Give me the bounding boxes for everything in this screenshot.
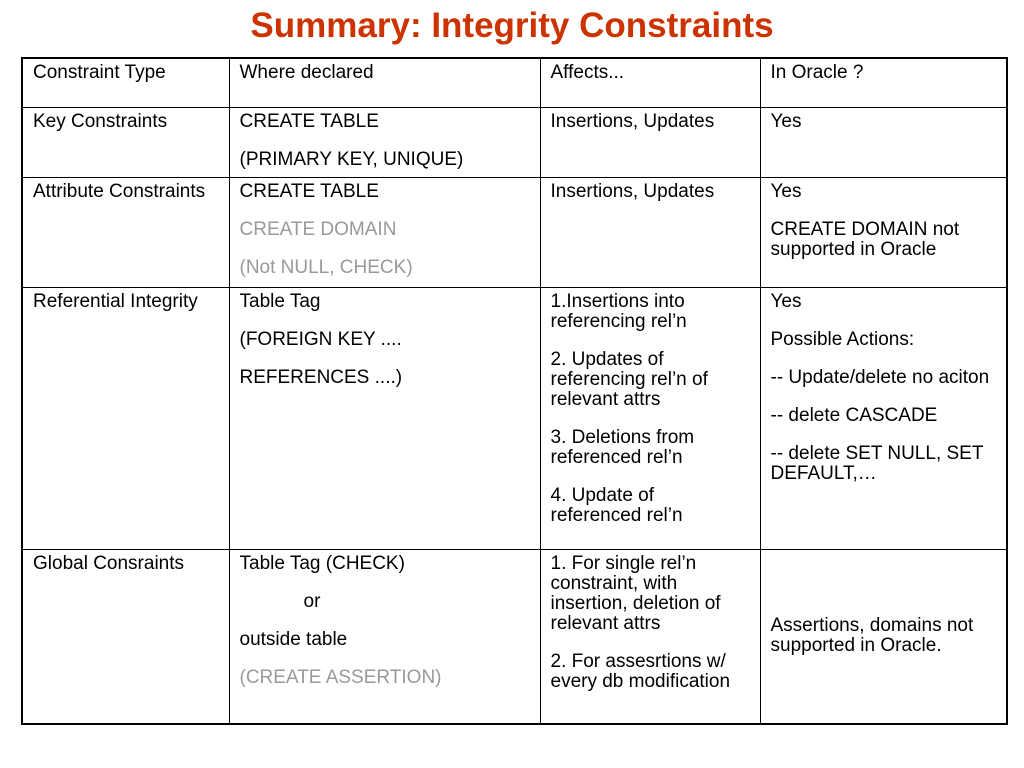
oracle-line: Assertions, domains not supported in Oracle. xyxy=(770,615,974,657)
header-cell-affects: Affects... xyxy=(540,58,760,107)
cell-affects xyxy=(540,177,760,287)
oracle-line: -- Update/delete no aciton xyxy=(770,366,990,388)
cell-affects xyxy=(540,287,760,549)
header-cell-in-oracle: In Oracle ? xyxy=(760,58,1007,107)
table-row-key-constraints xyxy=(22,107,1007,177)
declared-line: CREATE TABLE xyxy=(239,180,379,202)
header-cell-constraint-type: Constraint Type xyxy=(22,58,229,107)
declared-line: Table Tag xyxy=(239,290,321,312)
affects-line: 4. Update of referenced rel’n xyxy=(550,484,683,526)
affects-line: 2. Updates of referencing rel’n of relevant attrs xyxy=(550,348,708,410)
declared-line: (FOREIGN KEY .... xyxy=(239,328,402,350)
affects-line: Insertions, Updates xyxy=(550,110,715,132)
constraints-table xyxy=(21,57,1008,725)
declared-line: or xyxy=(303,590,321,612)
affects-line: Insertions, Updates xyxy=(550,180,715,202)
cell-where-declared xyxy=(229,287,540,549)
cell-constraint-type: Attribute Constraints xyxy=(22,177,229,287)
cell-in-oracle xyxy=(760,287,1007,549)
declared-line: outside table xyxy=(239,628,348,650)
header-cell-where-declared: Where declared xyxy=(229,58,540,107)
declared-line: (Not NULL, CHECK) xyxy=(239,256,413,278)
affects-line: 1. For single rel’n constraint, with insertion, deletion of relevant attrs xyxy=(550,552,721,634)
oracle-line: -- delete SET NULL, SET DEFAULT,… xyxy=(770,442,984,484)
cell-where-declared xyxy=(229,107,540,177)
table-row-attribute-constraints xyxy=(22,177,1007,287)
cell-where-declared xyxy=(229,177,540,287)
declared-line: CREATE TABLE xyxy=(239,110,379,132)
affects-line: 1.Insertions into referencing rel’n xyxy=(550,290,687,332)
cell-affects xyxy=(540,107,760,177)
table-row-referential-integrity xyxy=(22,287,1007,549)
declared-line: CREATE DOMAIN xyxy=(239,218,397,240)
declared-line: (PRIMARY KEY, UNIQUE) xyxy=(239,148,464,170)
cell-where-declared xyxy=(229,549,540,724)
oracle-line: CREATE DOMAIN not supported in Oracle xyxy=(770,218,960,260)
cell-in-oracle xyxy=(760,107,1007,177)
table-row-global-constraints xyxy=(22,549,1007,724)
affects-line: 3. Deletions from referenced rel’n xyxy=(550,426,695,468)
cell-affects xyxy=(540,549,760,724)
declared-line: REFERENCES ....) xyxy=(239,366,403,388)
table-header-row xyxy=(22,58,1007,107)
cell-constraint-type: Global Consraints xyxy=(22,549,229,724)
oracle-line: Possible Actions: xyxy=(770,328,915,350)
cell-constraint-type: Key Constraints xyxy=(22,107,229,177)
oracle-line: Yes xyxy=(770,110,802,132)
cell-in-oracle xyxy=(760,549,1007,724)
page-title: Summary: Integrity Constraints xyxy=(250,6,774,45)
oracle-line: Yes xyxy=(770,290,802,312)
declared-line: Table Tag (CHECK) xyxy=(239,552,405,574)
cell-in-oracle xyxy=(760,177,1007,287)
affects-line: 2. For assesrtions w/ every db modification xyxy=(550,650,731,692)
oracle-line: Yes xyxy=(770,180,802,202)
oracle-line: -- delete CASCADE xyxy=(770,404,938,426)
cell-constraint-type: Referential Integrity xyxy=(22,287,229,549)
declared-line: (CREATE ASSERTION) xyxy=(239,666,442,688)
